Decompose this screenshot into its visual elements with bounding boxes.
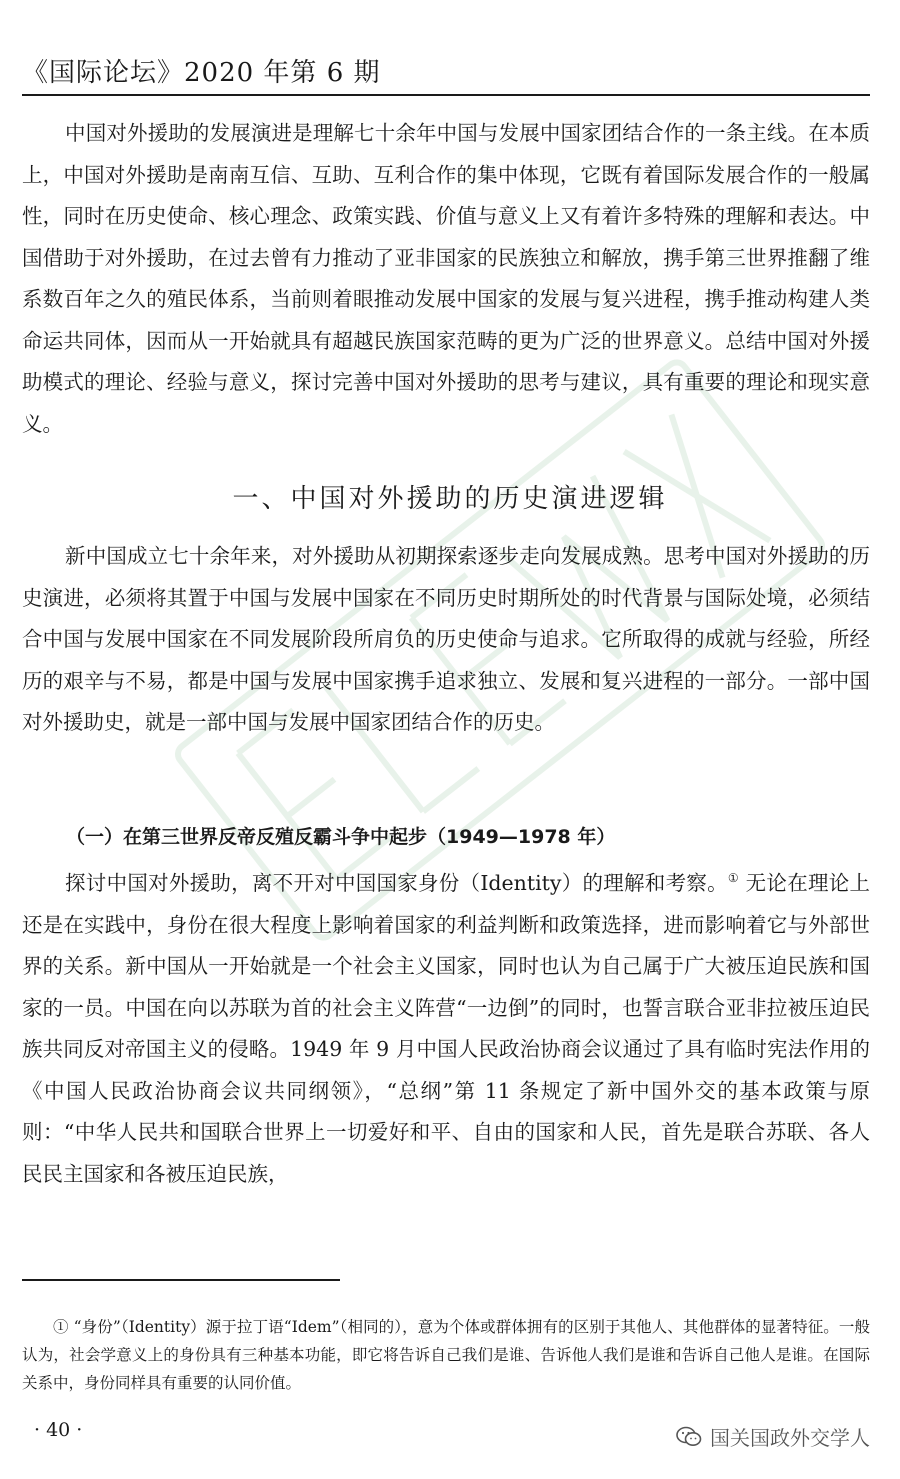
section-title: 一、中国对外援助的历史演进逻辑	[232, 484, 668, 514]
page-number: · 40 ·	[34, 1419, 83, 1441]
header-rule	[22, 94, 870, 96]
subsection-title: （一）在第三世界反帝反殖反霸斗争中起步（1949—1978 年）	[66, 826, 616, 848]
wechat-icon	[676, 1426, 702, 1448]
subsection-paragraph-part1: 探讨中国对外援助，离不开对中国国家身份（Identity）的理解和考察。	[65, 871, 728, 895]
wechat-account-name: 国关国政外交学人	[710, 1426, 870, 1450]
section-paragraph: 新中国成立七十余年来，对外援助从初期探索逐步走向发展成熟。思考中国对外援助的历史演进，必须将其置于中国与发展中国家在不同历史时期所处的时代背景与国际处境，必须结合中国与发展中国家在不同发展阶段所肩负的历史使命与追求。它所取得的成就与经验，所经历的艰辛与不易，都是中国与发展中国家携手追求独立、发展和复兴进程的一部分。一部中国对外援助史，就是一部中国与发展中国家团结合作的历史。	[22, 544, 870, 734]
running-head: 《国际论坛》2020 年第 6 期	[22, 58, 381, 88]
intro-paragraph: 中国对外援助的发展演进是理解七十余年中国与发展中国家团结合作的一条主线。在本质上，中国对外援助是南南互信、互助、互利合作的集中体现，它既有着国际发展合作的一般属性，同时在历史使命、核心理念、政策实践、价值与意义上又有着许多特殊的理解和表达。中国借助于对外援助，在过去曾有力推动了亚非国家的民族独立和解放，携手第三世界推翻了维系数百年之久的殖民体系，当前则着眼推动发展中国家的发展与复兴进程，携手推动构建人类命运共同体，因而从一开始就具有超越民族国家范畴的更为广泛的世界意义。总结中国对外援助模式的理论、经验与意义，探讨完善中国对外援助的思考与建议，具有重要的理论和现实意义。	[22, 121, 870, 436]
footnote: ① “身份”（Identity）源于拉丁语“Idem”（相同的），意为个体或群体拥有的区别于其他人、其他群体的显著特征。一般认为，社会学意义上的身份具有三种基本功能，即它将告诉自己我们是谁、告诉他人我们是谁和告诉自己他人是谁。在国际关系中，身份同样具有重要的认同价值。	[22, 1318, 870, 1392]
subsection-paragraph	[22, 863, 870, 1195]
subsection-paragraph-part2: 无论在理论上还是在实践中，身份在很大程度上影响着国家的利益判断和政策选择，进而影响着它与外部世界的关系。新中国从一开始就是一个社会主义国家，同时也认为自己属于广大被压迫民族和国家的一员。中国在向以苏联为首的社会主义阵营“一边倒”的同时，也誓言联合亚非拉被压迫民族共同反对帝国主义的侵略。1949 年 9 月中国人民政治协商会议通过了具有临时宪法作用的《中国人民政治协商会议共同纲领》，“总纲”第 11 条规定了新中国外交的基本政策与原则：“中华人民共和国联合世界上一切爱好和平、自由的国家和人民，首先是联合苏联、各人民民主国家和各被压迫民族，	[22, 871, 870, 1186]
footnote-reference[interactable]: ①	[727, 871, 739, 886]
wechat-watermark	[676, 1422, 870, 1451]
footnote-rule	[22, 1279, 340, 1281]
